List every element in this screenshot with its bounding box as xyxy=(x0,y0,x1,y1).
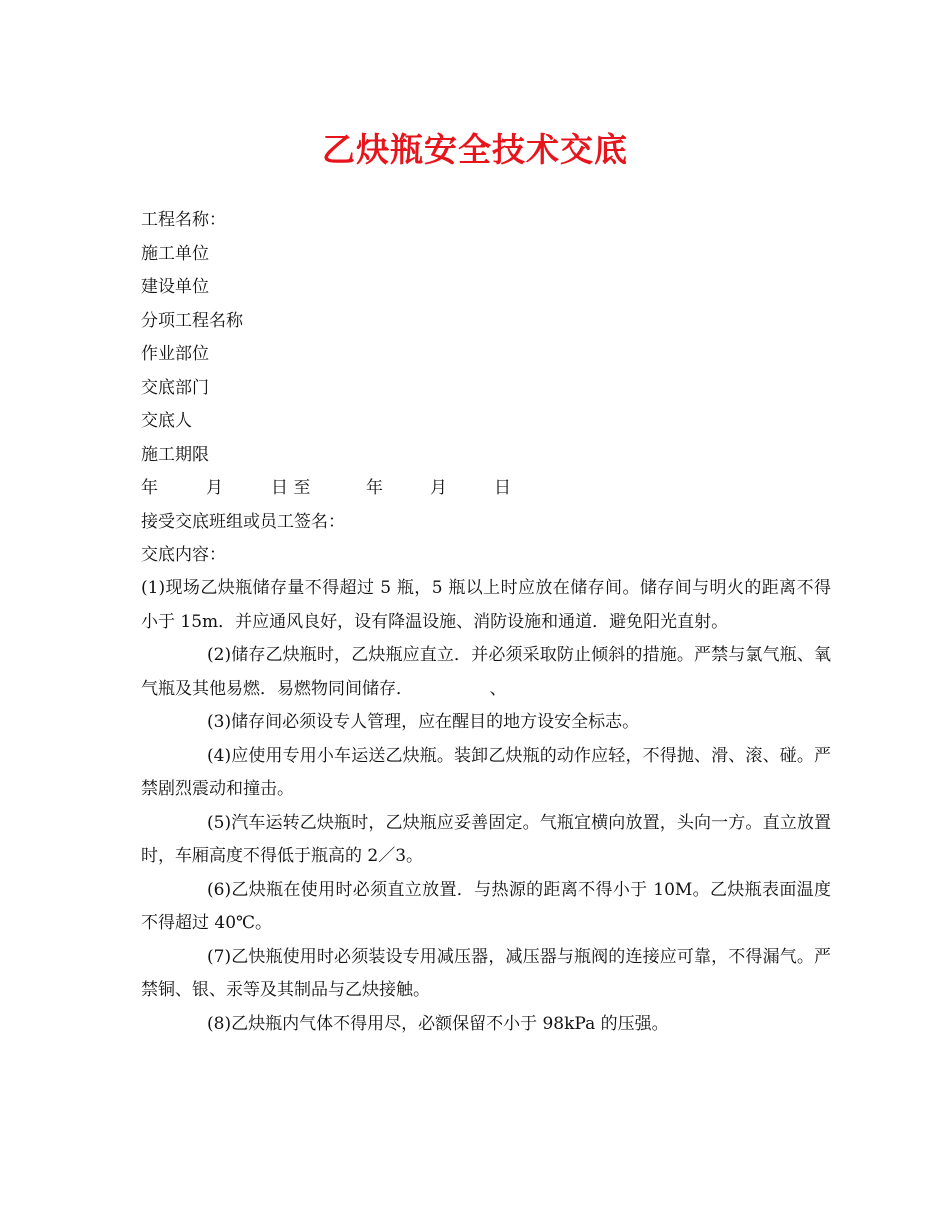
paragraph-8: (8)乙炔瓶内气体不得用尽，必额保留不小于 98kPa 的压强。 xyxy=(207,1013,669,1034)
field-construction-unit: 施工单位 xyxy=(141,243,209,264)
paragraph-7: (7)乙快瓶使用时必须装设专用减压器，减压器与瓶阀的连接应可靠，不得漏气。严禁铜、银、汞等及其制品与乙炔接触。 xyxy=(141,946,831,1000)
signature-label: 接受交底班组或员工签名： xyxy=(141,511,345,532)
date-start-month: 月 xyxy=(206,478,223,498)
field-briefing-department: 交底部门 xyxy=(141,377,209,398)
field-project-name: 工程名称： xyxy=(141,210,226,230)
paragraph-5: (5)汽车运转乙炔瓶时，乙炔瓶应妥善固定。气瓶宜横向放置，头向一方。直立放置时，车厢高度不得低于瓶高的 2／3。 xyxy=(141,812,831,866)
header-fields xyxy=(141,204,831,573)
field-subproject-name: 分项工程名称 xyxy=(141,310,243,331)
paragraph-6: (6)乙炔瓶在使用时必须直立放置．与热源的距离不得小于 10M。乙炔瓶表面温度不得超过 40℃。 xyxy=(141,879,831,933)
paragraph-3: (3)储存间必须设专人管理，应在醒目的地方设安全标志。 xyxy=(207,712,640,732)
paragraph-2: (2)储存乙炔瓶时，乙炔瓶应直立．并必须采取防止倾斜的措施。严禁与氯气瓶、氧气瓶及其他易燃．易燃物同间储存． 、 xyxy=(141,645,831,699)
field-briefer: 交底人 xyxy=(141,411,192,431)
field-construction-period: 施工期限 xyxy=(141,444,209,465)
briefing-content xyxy=(141,572,831,1041)
date-end-month: 月 xyxy=(430,478,447,498)
field-work-location: 作业部位 xyxy=(141,344,209,364)
date-start-day-to: 日 至 xyxy=(271,478,311,498)
date-end-day: 日 xyxy=(494,478,511,498)
content-label: 交底内容： xyxy=(141,545,226,565)
date-start-year: 年 xyxy=(141,478,158,498)
paragraph-4: (4)应使用专用小车运送乙炔瓶。装卸乙炔瓶的动作应轻，不得抛、滑、滚、碰。严禁剧烈震动和撞击。 xyxy=(141,745,831,799)
document-title: 乙炔瓶安全技术交底 xyxy=(322,130,628,169)
date-range-row xyxy=(141,472,831,506)
date-end-year: 年 xyxy=(366,478,383,498)
paragraph-1: (1)现场乙炔瓶储存量不得超过 5 瓶，5 瓶以上时应放在储存间。储存间与明火的距离不得小于 15m．并应通风良好，设有降温设施、消防设施和通道．避免阳光直射。 xyxy=(141,578,831,632)
field-owner-unit: 建设单位 xyxy=(141,277,209,297)
